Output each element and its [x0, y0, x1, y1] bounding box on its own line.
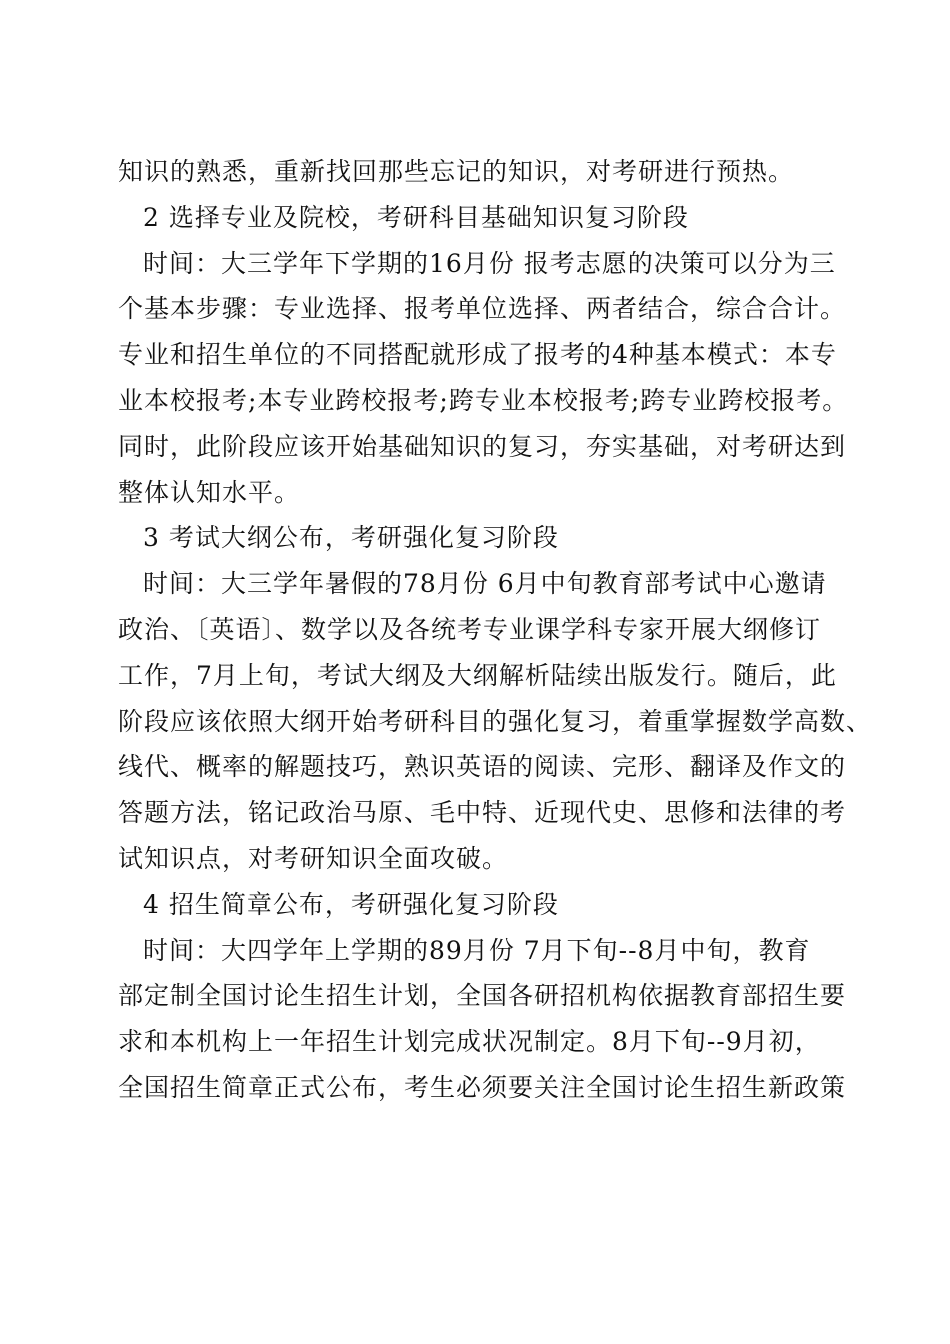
paragraph-line: 时间：大四学年上学期的89月份 7月下旬--8月中旬，教育 — [143, 935, 811, 965]
paragraph-line: 同时，此阶段应该开始基础知识的复习，夯实基础，对考研达到 — [118, 431, 847, 461]
paragraph-line: 工作，7月上旬，考试大纲及大纲解析陆续出版发行。随后，此 — [118, 660, 837, 690]
paragraph-line: 求和本机构上一年招生计划完成状况制定。8月下旬--9月初， — [118, 1027, 821, 1057]
paragraph-line: 全国招生简章正式公布，考生必须要关注全国讨论生招生新政策 — [118, 1072, 847, 1102]
paragraph-line: 个基本步骤：专业选择、报考单位选择、两者结合，综合合计。 — [118, 294, 847, 324]
section-heading: 4 招生简章公布，考研强化复习阶段 — [143, 889, 559, 919]
paragraph-line: 政治、〔英语〕、数学以及各统考专业课学科专家开展大纲修订 — [118, 614, 822, 644]
paragraph-line: 业本校报考;本专业跨校报考;跨专业本校报考;跨专业跨校报考。 — [118, 385, 849, 415]
paragraph-line: 线代、概率的解题技巧，熟识英语的阅读、完形、翻译及作文的 — [118, 752, 847, 782]
paragraph-line: 专业和招生单位的不同搭配就形成了报考的4种基本模式：本专 — [118, 340, 837, 370]
section-heading: 2 选择专业及院校，考研科目基础知识复习阶段 — [143, 202, 689, 232]
document-body — [118, 149, 873, 1111]
paragraph-line: 整体认知水平。 — [118, 477, 301, 507]
paragraph-line: 部定制全国讨论生招生计划，全国各研招机构依据教育部招生要 — [118, 981, 847, 1011]
paragraph-line: 阶段应该依照大纲开始考研科目的强化复习，着重掌握数学高数、 — [118, 706, 873, 736]
section-heading: 3 考试大纲公布，考研强化复习阶段 — [143, 523, 559, 553]
paragraph-line: 试知识点，对考研知识全面攻破。 — [118, 843, 509, 873]
paragraph-line: 知识的熟悉，重新找回那些忘记的知识，对考研进行预热。 — [118, 157, 795, 186]
paragraph-line: 答题方法，铭记政治马原、毛中特、近现代史、思修和法律的考 — [118, 798, 847, 828]
paragraph-line: 时间：大三学年暑假的78月份 6月中旬教育部考试中心邀请 — [143, 569, 827, 599]
paragraph-line: 时间：大三学年下学期的16月份 报考志愿的决策可以分为三 — [143, 248, 836, 278]
